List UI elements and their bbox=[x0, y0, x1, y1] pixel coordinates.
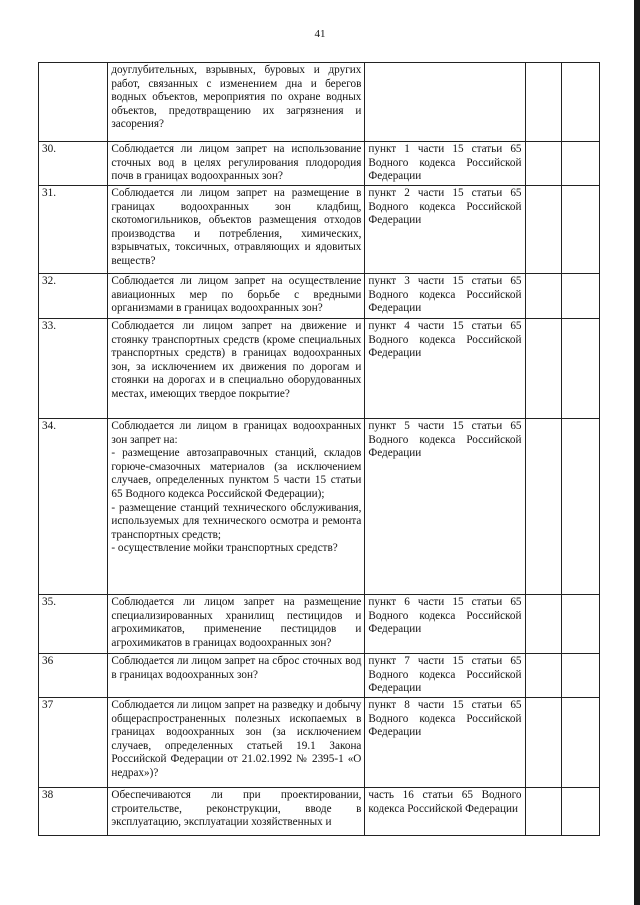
row-number: 32. bbox=[39, 274, 108, 319]
answer-cell-1 bbox=[525, 698, 562, 788]
answer-cell-2 bbox=[562, 319, 600, 419]
answer-cell-2 bbox=[562, 63, 600, 142]
row-number: 36 bbox=[39, 654, 108, 698]
legal-reference: часть 16 статьи 65 Водного кодекса Российской Федерации bbox=[365, 788, 525, 836]
question-text: Соблюдается ли лицом запрет на разведку и добычу общераспространенных полезных ископаемых в границах водоохранных зон (за исключением случаев, определенных статьей 19.1 Закона Российской Федерации от 21.02.1992 № 2395-1 «О недрах»)? bbox=[108, 698, 365, 788]
question-line: - размещение станций технического обслуживания, используемых для технического осмотра и ремонта транспортных средств; bbox=[111, 501, 362, 541]
legal-reference bbox=[365, 63, 525, 142]
table-row bbox=[39, 274, 600, 319]
table-row bbox=[39, 419, 600, 595]
legal-reference: пункт 4 части 15 статьи 65 Водного кодекса Российской Федерации bbox=[365, 319, 525, 419]
row-number bbox=[39, 63, 108, 142]
row-number: 35. bbox=[39, 595, 108, 654]
checklist-table bbox=[38, 62, 600, 836]
legal-reference: пункт 8 части 15 статьи 65 Водного кодекса Российской Федерации bbox=[365, 698, 525, 788]
table-row bbox=[39, 63, 600, 142]
answer-cell-2 bbox=[562, 654, 600, 698]
table-row bbox=[39, 595, 600, 654]
answer-cell-2 bbox=[562, 274, 600, 319]
legal-reference: пункт 3 части 15 статьи 65 Водного кодекса Российской Федерации bbox=[365, 274, 525, 319]
row-number: 34. bbox=[39, 419, 108, 595]
row-number: 33. bbox=[39, 319, 108, 419]
answer-cell-2 bbox=[562, 186, 600, 274]
answer-cell-1 bbox=[525, 654, 562, 698]
row-number: 31. bbox=[39, 186, 108, 274]
table-row bbox=[39, 186, 600, 274]
question-text: Соблюдается ли лицом запрет на сброс сточных вод в границах водоохранных зон? bbox=[108, 654, 365, 698]
legal-reference: пункт 5 части 15 статьи 65 Водного кодекса Российской Федерации bbox=[365, 419, 525, 595]
table-row bbox=[39, 319, 600, 419]
question-text: Соблюдается ли лицом запрет на использование сточных вод в целях регулирования плодородия почв в границах водоохранных зон? bbox=[108, 142, 365, 186]
table-row bbox=[39, 698, 600, 788]
answer-cell-1 bbox=[525, 63, 562, 142]
legal-reference: пункт 7 части 15 статьи 65 Водного кодекса Российской Федерации bbox=[365, 654, 525, 698]
question-line: Соблюдается ли лицом в границах водоохранных зон запрет на: bbox=[111, 420, 362, 446]
legal-reference: пункт 6 части 15 статьи 65 Водного кодекса Российской Федерации bbox=[365, 595, 525, 654]
legal-reference: пункт 2 части 15 статьи 65 Водного кодекса Российской Федерации bbox=[365, 186, 525, 274]
question-text: Соблюдается ли лицом запрет на размещение в границах водоохранных зон кладбищ, скотомогильников, объектов размещения отходов производства и потребления, химических, взрывчатых, токсичных, отравляющих и ядовитых веществ? bbox=[108, 186, 365, 274]
answer-cell-1 bbox=[525, 595, 562, 654]
question-text: Обеспечиваются ли при проектировании, строительстве, реконструкции, вводе в эксплуатацию, эксплуатации хозяйственных и bbox=[108, 788, 365, 836]
table-row bbox=[39, 654, 600, 698]
answer-cell-2 bbox=[562, 788, 600, 836]
answer-cell-1 bbox=[525, 274, 562, 319]
answer-cell-2 bbox=[562, 595, 600, 654]
row-number: 30. bbox=[39, 142, 108, 186]
legal-reference: пункт 1 части 15 статьи 65 Водного кодекса Российской Федерации bbox=[365, 142, 525, 186]
answer-cell-2 bbox=[562, 142, 600, 186]
question-text: Соблюдается ли лицом запрет на осуществление авиационных мер по борьбе с вредными организмами в границах водоохранных зон? bbox=[108, 274, 365, 319]
answer-cell-1 bbox=[525, 419, 562, 595]
scan-edge-shadow bbox=[634, 0, 640, 905]
answer-cell-2 bbox=[562, 698, 600, 788]
answer-cell-1 bbox=[525, 142, 562, 186]
answer-cell-1 bbox=[525, 788, 562, 836]
question-text: Соблюдается ли лицом запрет на размещение специализированных хранилищ пестицидов и агрохимикатов, применение пестицидов и агрохимикатов в границах водоохранных зон? bbox=[108, 595, 365, 654]
question-text: доуглубительных, взрывных, буровых и других работ, связанных с изменением дна и берегов водных объектов, мероприятия по охране водных объектов, предотвращению их загрязнения и засорения? bbox=[108, 63, 365, 142]
question-line: - осуществление мойки транспортных средств? bbox=[111, 542, 338, 555]
table-row bbox=[39, 142, 600, 186]
question-text bbox=[108, 419, 365, 595]
answer-cell-2 bbox=[562, 419, 600, 595]
row-number: 37 bbox=[39, 698, 108, 788]
table-row bbox=[39, 788, 600, 836]
answer-cell-1 bbox=[525, 186, 562, 274]
question-text: Соблюдается ли лицом запрет на движение и стоянку транспортных средств (кроме специальных транспортных средств) в границах водоохранных зон, за исключением их движения по дорогам и стоянки на дорогах и в специально оборудованных местах, имеющих твердое покрытие? bbox=[108, 319, 365, 419]
page-number: 41 bbox=[314, 28, 326, 40]
answer-cell-1 bbox=[525, 319, 562, 419]
row-number: 38 bbox=[39, 788, 108, 836]
question-line: - размещение автозаправочных станций, складов горюче-смазочных материалов (за исключением случаев, определенных пунктом 5 части 15 статьи 65 Водного кодекса Российской Федерации); bbox=[111, 447, 362, 500]
